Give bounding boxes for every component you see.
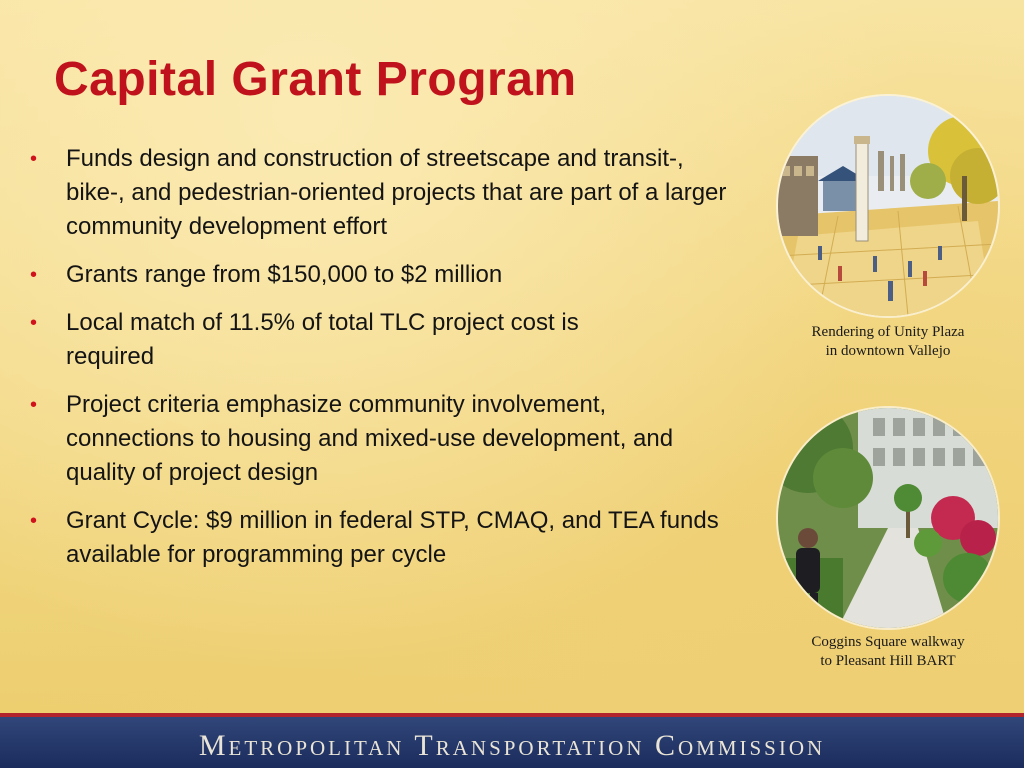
caption-line: in downtown Vallejo	[825, 343, 951, 359]
unity-plaza-rendering-image	[778, 96, 998, 316]
footer-bar	[0, 713, 1024, 768]
bullet-text: Local match of 11.5% of total TLC project cost is required	[66, 309, 579, 370]
bullet-list	[30, 142, 740, 586]
bullet-item	[30, 504, 746, 572]
bullet-text: Project criteria emphasize community involvement, connections to housing and mixed-use development, and quality of project design	[66, 391, 674, 486]
caption-line: to Pleasant Hill BART	[820, 653, 956, 669]
caption-line: Coggins Square walkway	[811, 634, 965, 650]
bullet-item	[30, 306, 666, 374]
coggins-square-caption	[778, 633, 998, 671]
bullet-dot-icon: •	[30, 312, 38, 334]
bullet-item	[30, 388, 740, 490]
bullet-item	[30, 258, 740, 292]
bullet-text: Grants range from $150,000 to $2 million	[66, 261, 503, 288]
bullet-item	[30, 142, 740, 244]
bullet-dot-icon: •	[30, 264, 38, 286]
slide-title: Capital Grant Program	[54, 53, 577, 106]
organization-name: Metropolitan Transportation Commission	[198, 729, 826, 762]
caption-line: Rendering of Unity Plaza	[811, 324, 965, 340]
bullet-dot-icon: •	[30, 148, 38, 170]
bullet-dot-icon: •	[30, 510, 38, 532]
coggins-square-walkway-image	[778, 408, 998, 628]
bullet-dot-icon: •	[30, 394, 38, 416]
bullet-text: Grant Cycle: $9 million in federal STP, CMAQ, and TEA funds available for programming per cycle	[66, 507, 719, 568]
unity-plaza-caption	[778, 323, 998, 361]
bullet-text: Funds design and construction of streetscape and transit-, bike-, and pedestrian-oriented projects that are part of a larger community development effort	[66, 145, 727, 240]
